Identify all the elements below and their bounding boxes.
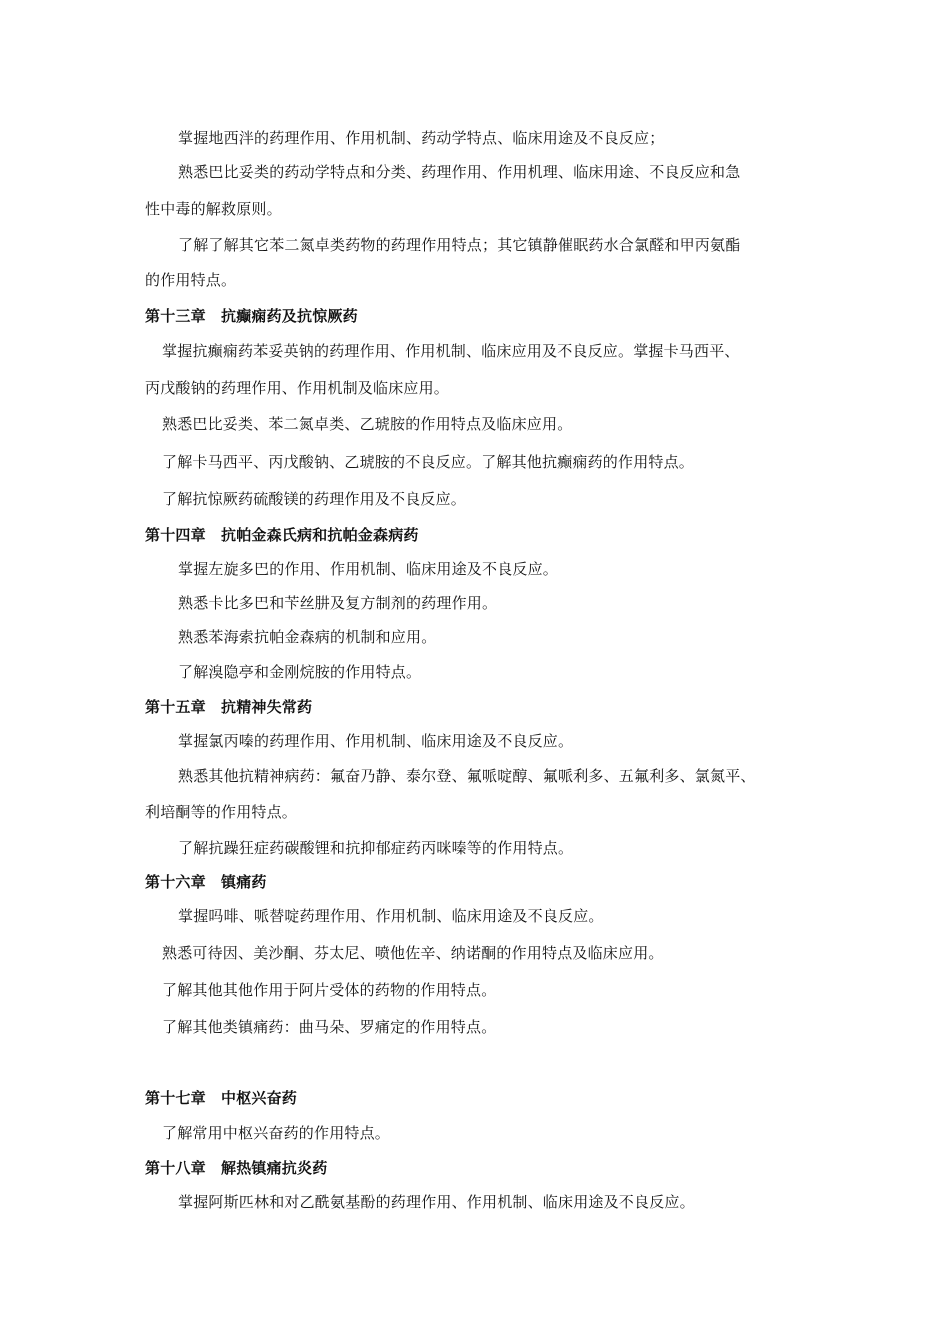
body-text-line: 性中毒的解救原则。 bbox=[145, 200, 282, 218]
body-text-line: 掌握地西泮的药理作用、作用机制、药动学特点、临床用途及不良反应； bbox=[178, 129, 665, 147]
body-text-line: 了解了解其它苯二氮卓类药物的药理作用特点；其它镇静催眠药水合氯醛和甲丙氨酯 bbox=[178, 236, 741, 254]
body-text-line: 熟悉其他抗精神病药：氟奋乃静、泰尔登、氟哌啶醇、氟哌利多、五氟利多、氯氮平、 bbox=[178, 767, 756, 785]
chapter-heading: 第十七章 中枢兴奋药 bbox=[145, 1089, 298, 1107]
chapter-heading: 第十三章 抗癫痫药及抗惊厥药 bbox=[145, 307, 358, 325]
body-text-line: 了解其他其他作用于阿片受体的药物的作用特点。 bbox=[162, 981, 497, 999]
chapter-heading: 第十六章 镇痛药 bbox=[145, 873, 267, 891]
body-text-line: 熟悉巴比妥类、苯二氮卓类、乙琥胺的作用特点及临床应用。 bbox=[162, 415, 573, 433]
body-text-line: 熟悉可待因、美沙酮、芬太尼、喷他佐辛、纳诺酮的作用特点及临床应用。 bbox=[162, 944, 664, 962]
chapter-heading: 第十五章 抗精神失常药 bbox=[145, 698, 313, 716]
body-text-line: 熟悉苯海索抗帕金森病的机制和应用。 bbox=[178, 628, 437, 646]
body-text-line: 掌握氯丙嗪的药理作用、作用机制、临床用途及不良反应。 bbox=[178, 732, 574, 750]
body-text-line: 掌握抗癫痫药苯妥英钠的药理作用、作用机制、临床应用及不良反应。掌握卡马西平、 bbox=[162, 342, 740, 360]
body-text-line: 掌握左旋多巴的作用、作用机制、临床用途及不良反应。 bbox=[178, 560, 559, 578]
body-text-line: 了解其他类镇痛药：曲马朵、罗痛定的作用特点。 bbox=[162, 1018, 497, 1036]
chapter-heading: 第十四章 抗帕金森氏病和抗帕金森病药 bbox=[145, 526, 419, 544]
body-text-line: 的作用特点。 bbox=[145, 271, 237, 289]
body-text-line: 了解抗惊厥药硫酸镁的药理作用及不良反应。 bbox=[162, 490, 467, 508]
body-text-line: 利培酮等的作用特点。 bbox=[145, 803, 298, 821]
body-text-line: 了解常用中枢兴奋药的作用特点。 bbox=[162, 1124, 391, 1142]
body-text-line: 丙戊酸钠的药理作用、作用机制及临床应用。 bbox=[145, 379, 450, 397]
body-text-line: 掌握吗啡、哌替啶药理作用、作用机制、临床用途及不良反应。 bbox=[178, 907, 604, 925]
body-text-line: 掌握阿斯匹林和对乙酰氨基酚的药理作用、作用机制、临床用途及不良反应。 bbox=[178, 1193, 695, 1211]
body-text-line: 熟悉卡比多巴和苄丝肼及复方制剂的药理作用。 bbox=[178, 594, 498, 612]
body-text-line: 了解卡马西平、丙戊酸钠、乙琥胺的不良反应。了解其他抗癫痫药的作用特点。 bbox=[162, 453, 695, 471]
body-text-line: 了解抗躁狂症药碳酸锂和抗抑郁症药丙咪嗪等的作用特点。 bbox=[178, 839, 574, 857]
body-text-line: 了解溴隐亭和金刚烷胺的作用特点。 bbox=[178, 663, 422, 681]
chapter-heading: 第十八章 解热镇痛抗炎药 bbox=[145, 1159, 328, 1177]
body-text-line: 熟悉巴比妥类的药动学特点和分类、药理作用、作用机理、临床用途、不良反应和急 bbox=[178, 163, 741, 181]
